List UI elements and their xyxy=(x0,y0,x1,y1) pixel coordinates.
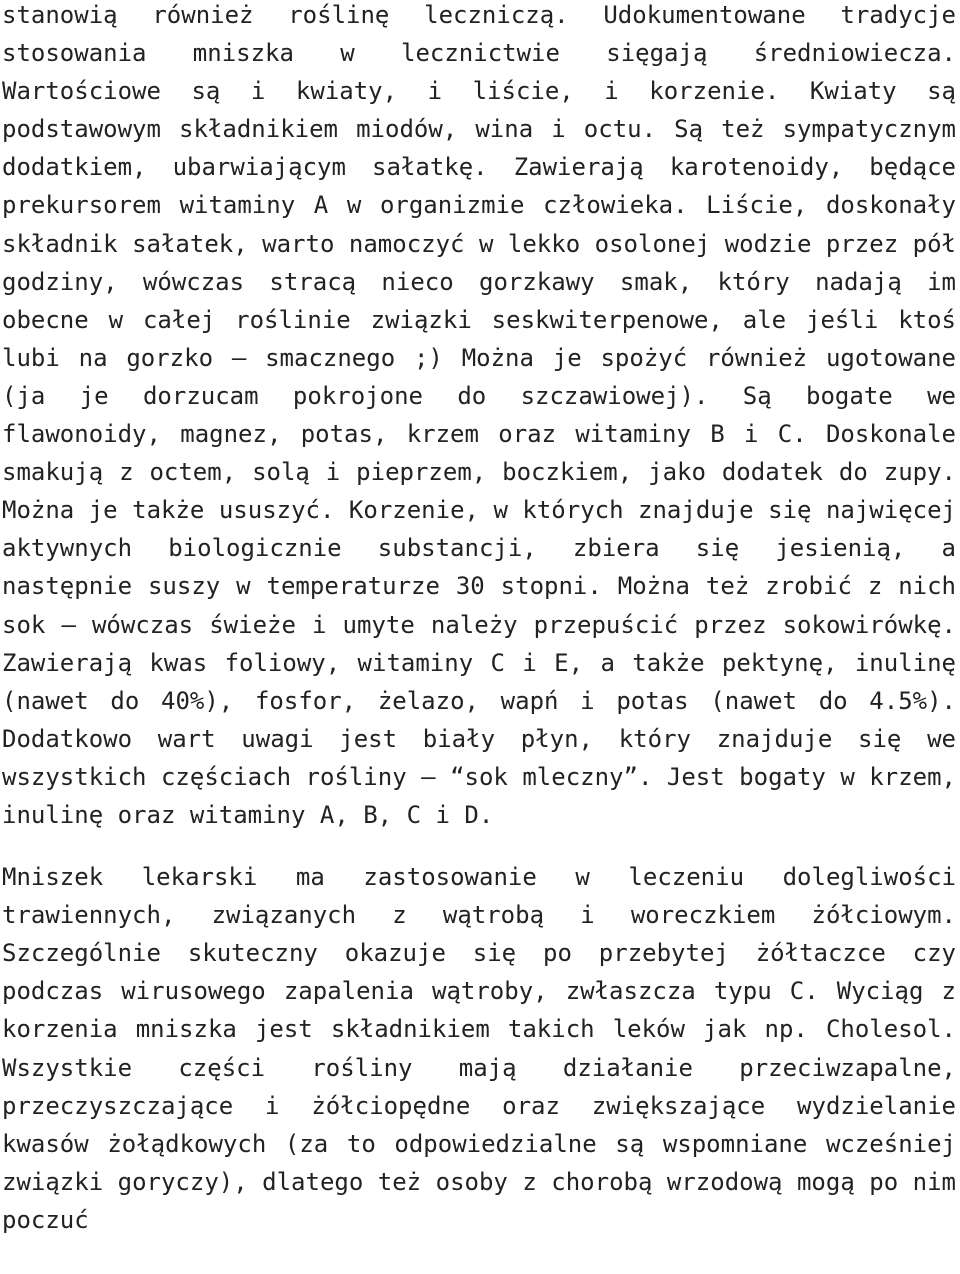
paragraph-dandelion-uses: stanowią również roślinę leczniczą. Udokumentowane tradycje stosowania mniszka w lecznictwie sięgają średniowiecza. Wartościowe są i kwiaty, i liście, i korzenie. Kwiaty są podstawowym składnikiem miodów, wina i octu. Są też sympatycznym dodatkiem, ubarwiającym sałatkę. Zawierają karotenoidy, będące prekursorem witaminy A w organizmie człowieka. Liście, doskonały składnik sałatek, warto namoczyć w lekko osolonej wodzie przez pół godziny, wówczas stracą nieco gorzkawy smak, który nadają im obecne w całej roślinie związki seskwiterpenowe, ale jeśli ktoś lubi na gorzko – smacznego ;) Można je spożyć również ugotowane (ja je dorzucam pokrojone do szczawiowej). Są bogate we flawonoidy, magnez, potas, krzem oraz witaminy B i C. Doskonale smakują z octem, solą i pieprzem, boczkiem, jako dodatek do zupy. Można je także ususzyć. Korzenie, w których znajduje się najwięcej aktywnych biologicznie substancji, zbiera się jesienią, a następnie suszy w temperaturze 30 stopni. Można też zrobić z nich sok – wówczas świeże i umyte należy przepuścić przez sokowirówkę. Zawierają kwas foliowy, witaminy C i E, a także pektynę, inulinę (nawet do 40%), fosfor, żelazo, wapń i potas (nawet do 4.5%). Dodatkowo wart uwagi jest biały płyn, który znajduje się we wszystkich częściach rośliny – “sok mleczny”. Jest bogaty w krzem, inulinę oraz witaminy A, B, C i D. xyxy=(2,1,956,829)
paragraph-dandelion-medical: Mniszek lekarski ma zastosowanie w leczeniu dolegliwości trawiennych, związanych z wątrobą i woreczkiem żółciowym. Szczególnie skuteczny okazuje się po przebytej żółtaczce czy podczas wirusowego zapalenia wątroby, zwłaszcza typu C. Wyciąg z korzenia mniszka jest składnikiem takich leków jak np. Cholesol. Wszystkie części rośliny mają działanie przeciwzapalne, przeczyszczające i żółciopędne oraz zwiększające wydzielanie kwasów żołądkowych (za to odpowiedzialne są wspomniane wcześniej związki goryczy), dlatego też osoby z chorobą wrzodową mogą po nim poczuć xyxy=(2,863,956,1234)
